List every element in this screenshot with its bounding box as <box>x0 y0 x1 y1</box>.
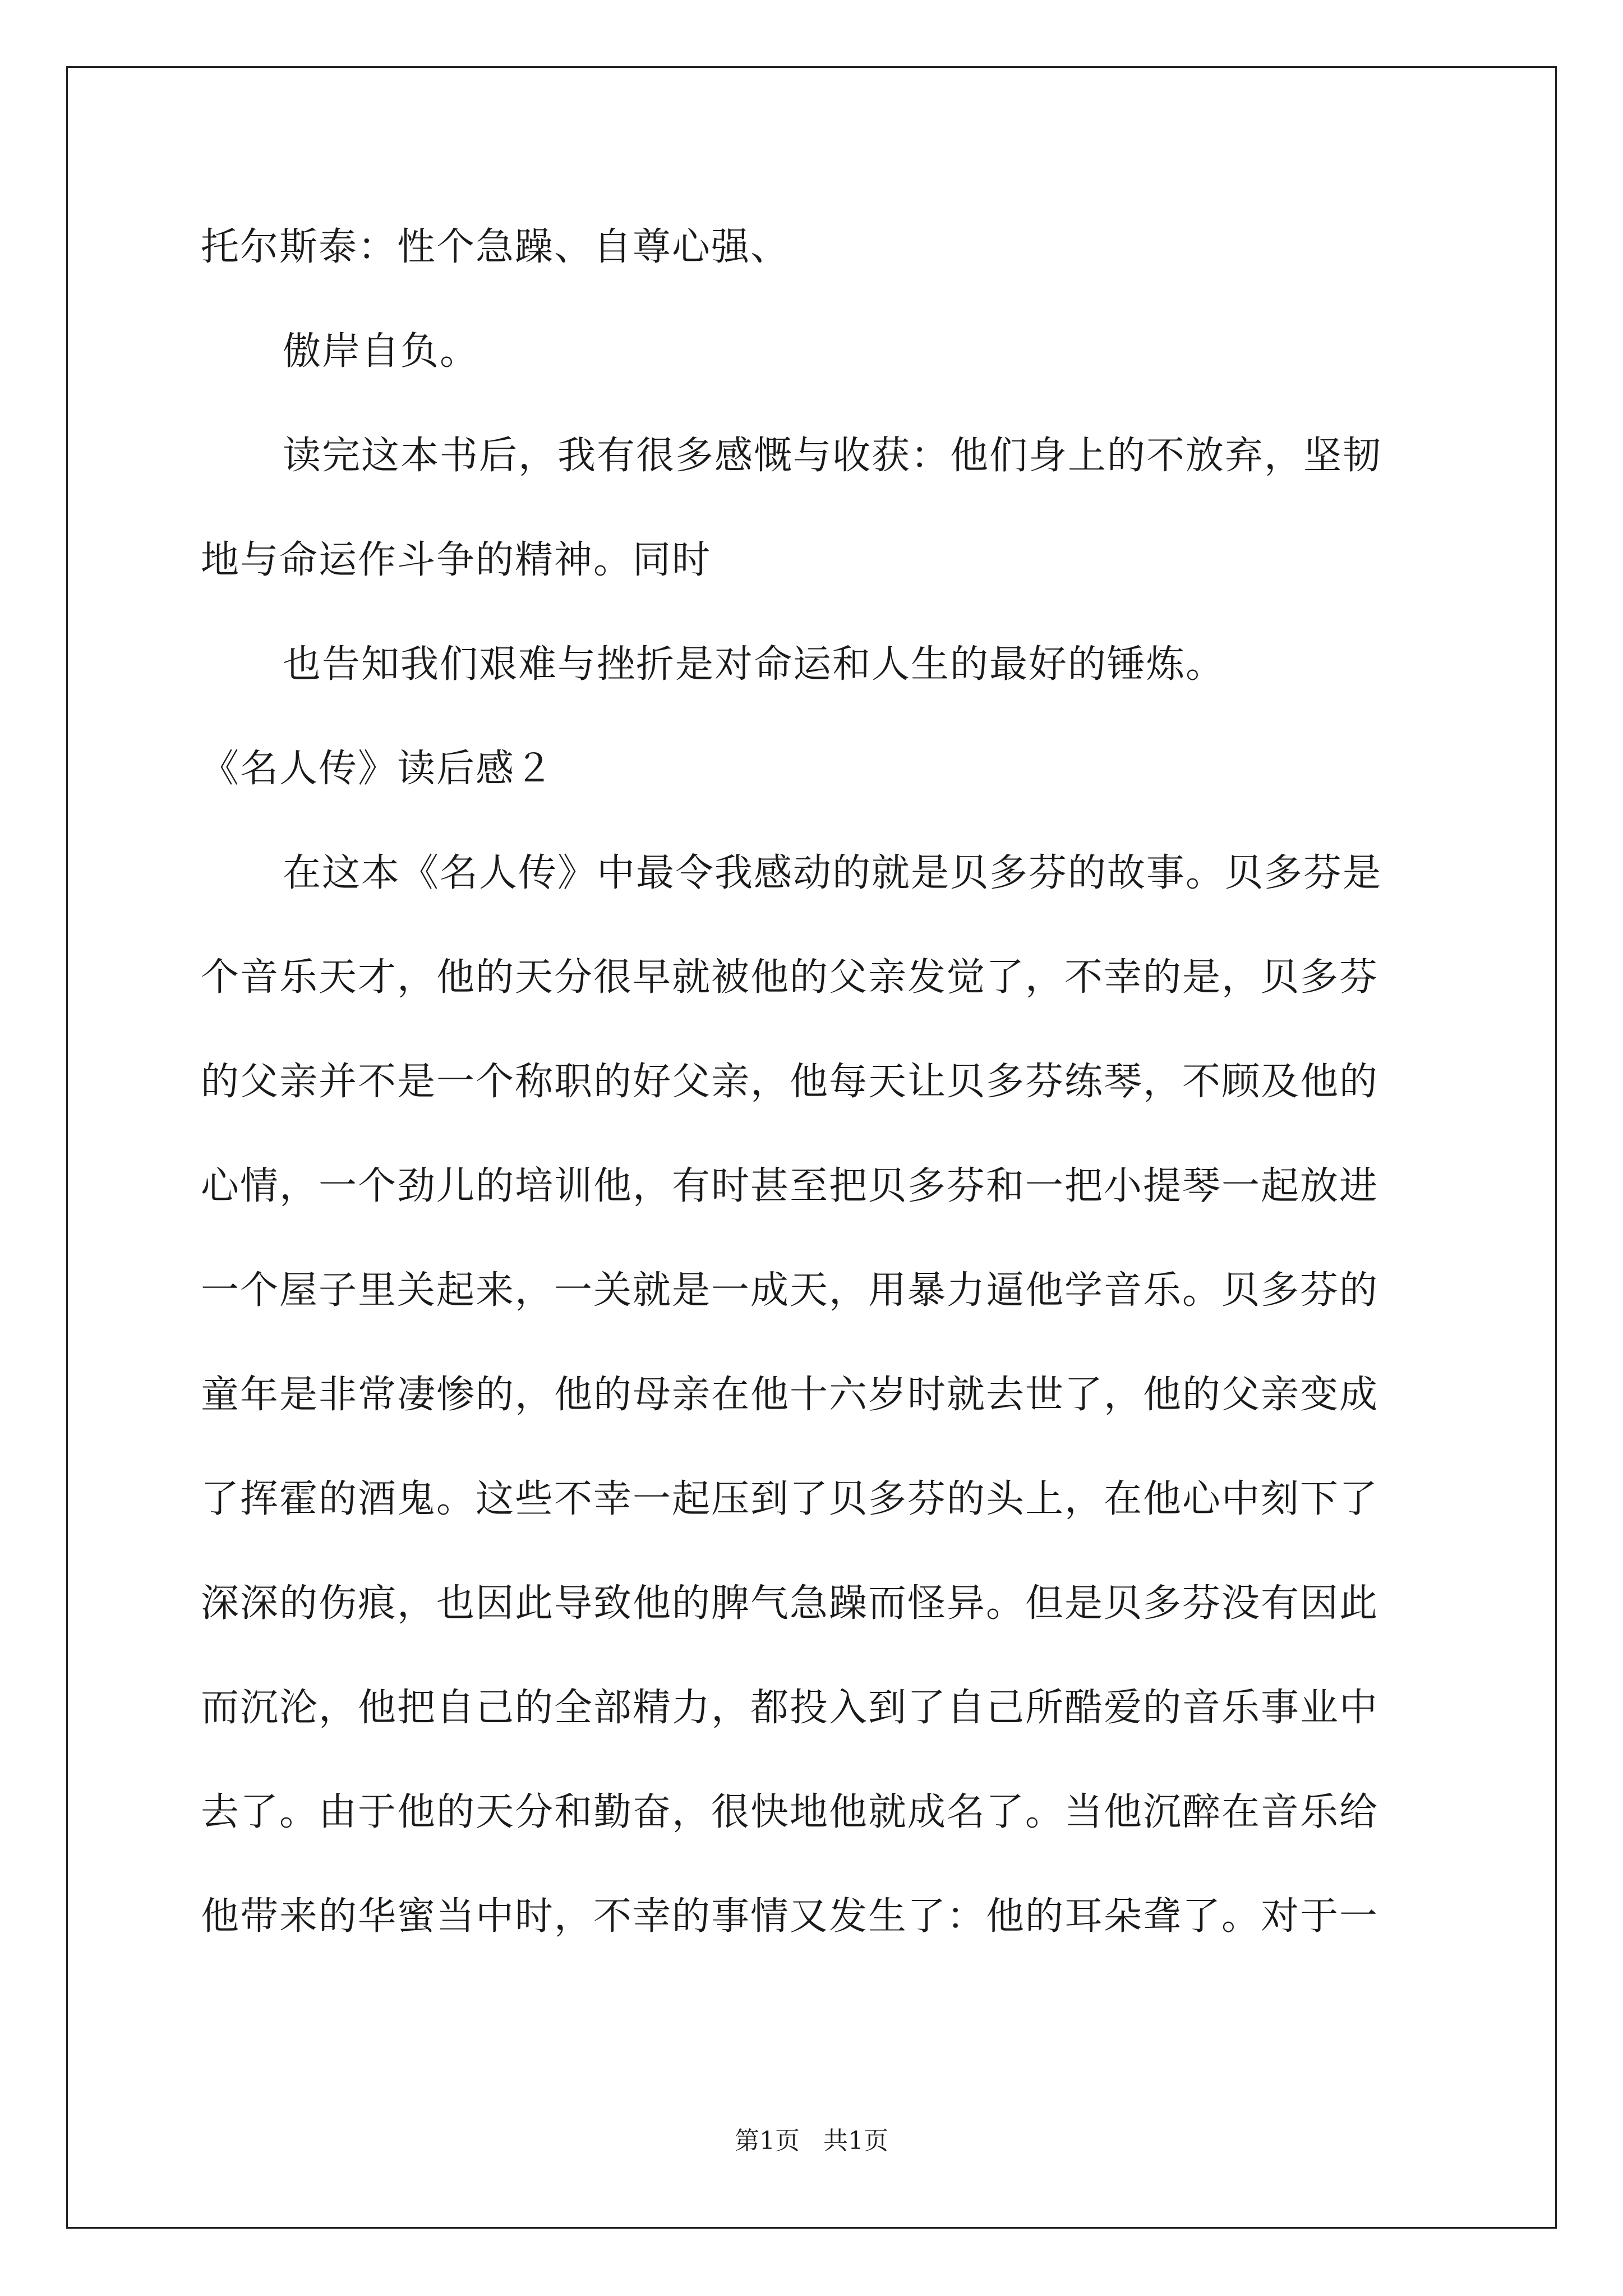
text-line-9: 的父亲并不是一个称职的好父亲，他每天让贝多芬练琴，不顾及他的 <box>201 1060 1379 1104</box>
text-line-8: 个音乐天才，他的天分很早就被他的父亲发觉了，不幸的是，贝多芬 <box>201 955 1379 1000</box>
page-number-footer: 第1页 共1页 <box>735 2127 888 2155</box>
text-line-11: 一个屋子里关起来，一关就是一成天，用暴力逼他学音乐。贝多芬的 <box>201 1268 1379 1313</box>
text-line-16: 去了。由于他的天分和勤奋，很快地他就成名了。当他沉醉在音乐给 <box>201 1790 1379 1834</box>
document-body <box>201 211 1429 1985</box>
text-line-14: 深深的伤痕，也因此导致他的脾气急躁而怪异。但是贝多芬没有因此 <box>201 1581 1379 1626</box>
text-line-15: 而沉沦，他把自己的全部精力，都投入到了自己所酷爱的音乐事业中 <box>201 1686 1379 1730</box>
section-heading: 《名人传》读后感２ <box>201 747 555 791</box>
text-line-12: 童年是非常凄惨的，他的母亲在他十六岁时就去世了，他的父亲变成 <box>201 1373 1379 1417</box>
text-line-4: 地与命运作斗争的精神。同时 <box>201 538 712 582</box>
text-line-1: 托尔斯泰：性个急躁、自尊心强、 <box>201 225 790 269</box>
text-line-13: 了挥霍的酒鬼。这些不幸一起压到了贝多芬的头上，在他心中刻下了 <box>201 1477 1379 1521</box>
text-line-7: 在这本《名人传》中最令我感动的就是贝多芬的故事。贝多芬是 <box>283 851 1382 895</box>
text-line-3: 读完这本书后，我有很多感慨与收获：他们身上的不放弃，坚韧 <box>283 434 1382 478</box>
text-line-17: 他带来的华蜜当中时，不幸的事情又发生了：他的耳朵聋了。对于一 <box>201 1894 1379 1939</box>
text-line-2: 傲岸自负。 <box>283 329 479 374</box>
text-line-5: 也告知我们艰难与挫折是对命运和人生的最好的锤炼。 <box>283 642 1225 687</box>
text-line-10: 心情，一个劲儿的培训他，有时甚至把贝多芬和一把小提琴一起放进 <box>201 1164 1379 1208</box>
